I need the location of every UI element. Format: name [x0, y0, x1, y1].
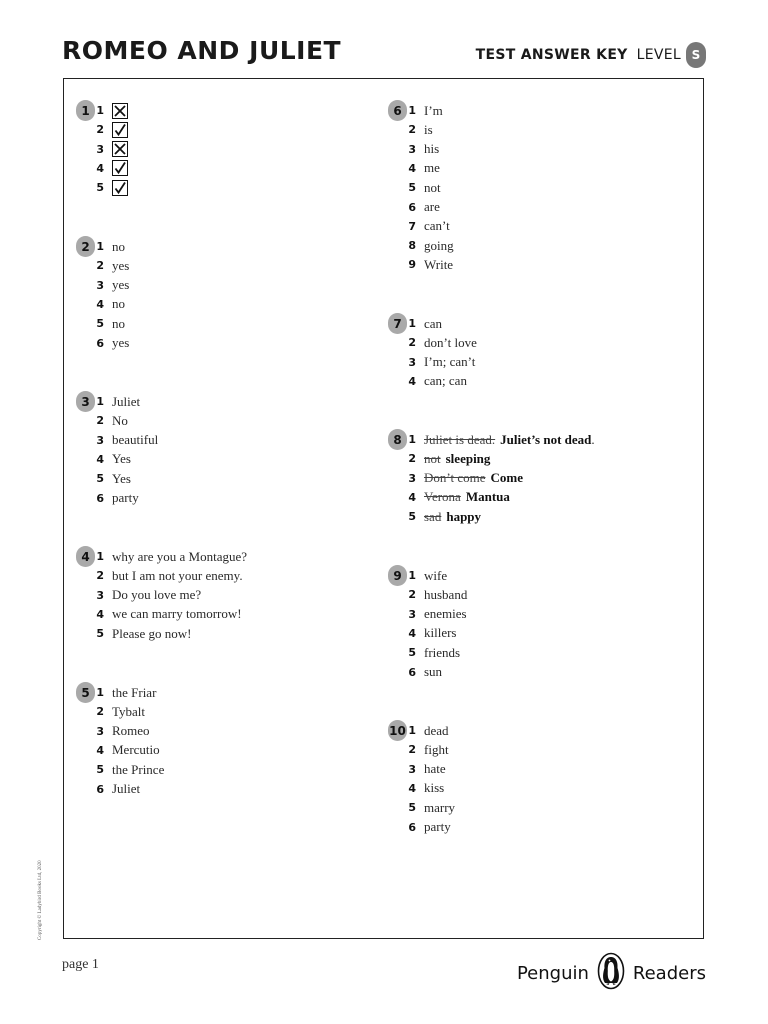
- answer-text: can’t: [424, 218, 450, 234]
- answer-number: 5: [96, 763, 104, 777]
- answer-row: [398, 333, 477, 352]
- answer-row: [398, 507, 481, 526]
- answer-number: 4: [408, 490, 416, 504]
- question-number-badge: 9: [388, 565, 407, 586]
- correction-text: sleeping: [445, 450, 491, 466]
- question-number-badge: 7: [388, 313, 407, 334]
- answer-text: marry: [424, 799, 456, 815]
- answer-row: [398, 101, 443, 120]
- answer-row: [86, 392, 140, 411]
- answer-number: 4: [96, 607, 104, 621]
- answer-number: 3: [408, 355, 416, 369]
- answer-text: is: [424, 121, 433, 137]
- question-number-badge: 5: [76, 682, 95, 703]
- answer-text: friends: [424, 644, 461, 660]
- struck-text: Juliet is dead.: [424, 431, 496, 447]
- answer-text: can: [424, 315, 443, 331]
- answer-number: 1: [96, 395, 104, 408]
- answer-text: Romeo: [112, 723, 150, 739]
- answer-text: husband: [424, 586, 468, 602]
- answer-row: [398, 818, 451, 837]
- answer-key-label: TEST ANSWER KEY: [475, 47, 628, 63]
- answer-number: 3: [96, 433, 104, 447]
- answer-number: 6: [96, 491, 104, 505]
- answer-number: 3: [408, 607, 416, 621]
- answer-number: 4: [408, 161, 416, 175]
- question-number-badge: 1: [76, 100, 95, 121]
- answer-number: 3: [408, 142, 416, 156]
- answer-row: [398, 314, 442, 333]
- answer-row: [86, 120, 128, 139]
- answer-text: party: [112, 490, 139, 505]
- answer-text: Yes: [112, 451, 131, 467]
- answer-text: Tybalt: [112, 703, 146, 719]
- answer-row: [398, 643, 460, 662]
- answer-row: [86, 334, 129, 353]
- answer-text: kiss: [424, 780, 445, 796]
- answer-number: 3: [96, 588, 104, 602]
- answer-frame: [63, 78, 704, 939]
- answer-text: No: [112, 412, 128, 428]
- answer-number: 5: [408, 510, 416, 524]
- answer-row: [86, 702, 145, 721]
- answer-row: [86, 547, 247, 566]
- answer-number: 2: [408, 452, 416, 466]
- answer-number: 1: [408, 433, 416, 446]
- answer-text: fight: [424, 741, 449, 757]
- checkmark-icon: [112, 180, 128, 196]
- answer-number: 6: [408, 665, 416, 679]
- answer-text: Juliet: [112, 781, 141, 796]
- answer-text: I’m: [424, 102, 443, 118]
- answer-row: [398, 740, 449, 759]
- copyright-notice: Copyright © Ladybird Books Ltd, 2020: [38, 860, 43, 940]
- answer-number: 1: [96, 550, 104, 563]
- answer-row: [86, 159, 128, 178]
- answer-row: [86, 469, 131, 488]
- answer-row: [398, 488, 510, 507]
- answer-row: [86, 295, 125, 314]
- answer-number: 8: [408, 239, 416, 253]
- answer-number: 3: [408, 471, 416, 485]
- answer-row: [86, 276, 129, 295]
- answer-text: not: [424, 179, 441, 195]
- answer-row: [86, 431, 158, 450]
- corrected-answer: [424, 470, 523, 486]
- answer-number: 4: [408, 374, 416, 388]
- answer-text: his: [424, 141, 440, 157]
- answer-row: [398, 198, 440, 217]
- answer-text: Yes: [112, 470, 131, 486]
- question-number-badge: 6: [388, 100, 407, 121]
- answer-row: [86, 605, 242, 624]
- answer-row: [398, 798, 455, 817]
- answer-text: no: [112, 238, 125, 254]
- answer-row: [86, 722, 150, 741]
- answer-text: Write: [424, 256, 454, 272]
- answer-text: wife: [424, 567, 448, 583]
- answer-row: [398, 372, 467, 391]
- answer-row: [86, 140, 128, 159]
- answer-text: yes: [112, 335, 130, 350]
- answer-row: [398, 255, 453, 274]
- struck-text: sad: [424, 508, 442, 524]
- answer-number: 1: [408, 317, 416, 330]
- answer-number: 4: [96, 161, 104, 175]
- answer-text: Mercutio: [112, 742, 160, 758]
- answer-text: party: [424, 819, 451, 834]
- answer-key-header: [476, 42, 706, 68]
- answer-text: no: [112, 296, 125, 312]
- answer-text: Please go now!: [112, 625, 192, 641]
- penguin-icon: [597, 952, 625, 995]
- answer-number: 2: [96, 414, 104, 428]
- answer-text: enemies: [424, 606, 467, 622]
- answer-row: [398, 469, 523, 488]
- correction-text: Come: [490, 470, 523, 486]
- answer-row: [398, 449, 490, 468]
- answer-text: can; can: [424, 373, 467, 389]
- level-label: LEVEL: [636, 47, 681, 63]
- answer-row: [86, 489, 139, 508]
- publisher-brand: [517, 952, 706, 995]
- answer-number: 1: [96, 240, 104, 253]
- correction-text: happy: [446, 508, 482, 524]
- question-number-badge: 3: [76, 391, 95, 412]
- struck-text: Don’t come: [424, 470, 486, 486]
- corrected-answer: [424, 509, 481, 525]
- corrected-answer: [424, 432, 595, 448]
- question-number-badge: 10: [388, 720, 407, 741]
- answer-number: 1: [408, 569, 416, 582]
- answer-row: [86, 566, 243, 585]
- answer-number: 3: [96, 142, 104, 156]
- answer-text: don’t love: [424, 334, 477, 350]
- answer-row: [86, 237, 125, 256]
- answer-text: yes: [112, 257, 130, 273]
- answer-text: no: [112, 315, 125, 331]
- answer-number: 2: [96, 705, 104, 719]
- document-title: ROMEO AND JULIET: [62, 36, 342, 65]
- answer-row: [398, 159, 440, 178]
- answer-text: yes: [112, 277, 130, 293]
- answer-number: 5: [408, 181, 416, 195]
- question-number-badge: 8: [388, 429, 407, 450]
- answer-text: why are you a Montague?: [112, 548, 248, 564]
- answer-number: 1: [408, 724, 416, 737]
- answer-row: [86, 741, 160, 760]
- corrected-answer: [424, 451, 490, 467]
- answer-number: 6: [96, 336, 104, 350]
- correction-suffix: .: [591, 431, 595, 447]
- answer-row: [86, 683, 156, 702]
- answer-number: 4: [96, 452, 104, 466]
- answer-row: [398, 624, 457, 643]
- answer-number: 2: [408, 588, 416, 602]
- answer-number: 1: [96, 104, 104, 117]
- answer-number: 1: [408, 104, 416, 117]
- brand-penguin: Penguin: [516, 963, 589, 984]
- answer-number: 5: [96, 317, 104, 331]
- answer-number: 5: [408, 801, 416, 815]
- answer-row: [398, 779, 444, 798]
- answer-row: [398, 430, 595, 449]
- checkmark-icon: [112, 122, 128, 138]
- answer-row: [398, 236, 454, 255]
- answer-row: [398, 217, 450, 236]
- answer-number: 6: [96, 782, 104, 796]
- answer-number: 2: [408, 743, 416, 757]
- answer-number: 5: [408, 646, 416, 660]
- question-number-badge: 4: [76, 546, 95, 567]
- answer-text: we can marry tomorrow!: [112, 606, 242, 622]
- answer-text: sun: [424, 664, 443, 679]
- answer-row: [86, 760, 164, 779]
- answer-row: [86, 450, 131, 469]
- answer-number: 3: [96, 724, 104, 738]
- answer-row: [398, 353, 475, 372]
- answer-number: 2: [408, 123, 416, 137]
- cross-icon: [112, 103, 128, 119]
- struck-text: not: [424, 450, 441, 466]
- answer-text: but I am not your enemy.: [112, 567, 243, 583]
- answer-number: 3: [408, 762, 416, 776]
- correction-text: Juliet’s not dead: [500, 431, 592, 447]
- answer-text: Do you love me?: [112, 587, 202, 603]
- answer-row: [398, 585, 467, 604]
- answer-number: 6: [408, 820, 416, 834]
- answer-row: [398, 760, 446, 779]
- answer-number: 5: [96, 181, 104, 195]
- answer-row: [86, 586, 201, 605]
- answer-row: [86, 178, 128, 197]
- level-badge: S: [686, 42, 706, 68]
- answer-row: [398, 605, 467, 624]
- corrected-answer: [424, 489, 510, 505]
- answer-text: killers: [424, 625, 457, 641]
- answer-number: 2: [96, 259, 104, 273]
- answer-text: going: [424, 237, 454, 253]
- answer-number: 2: [408, 336, 416, 350]
- answer-row: [86, 256, 129, 275]
- answer-text: hate: [424, 761, 446, 777]
- answer-number: 4: [96, 297, 104, 311]
- answer-row: [86, 624, 191, 643]
- answer-row: [398, 566, 447, 585]
- answer-row: [86, 101, 128, 120]
- answer-number: 4: [96, 743, 104, 757]
- struck-text: Verona: [424, 489, 461, 505]
- answer-number: 9: [408, 258, 416, 272]
- answer-number: 2: [96, 569, 104, 583]
- question-number-badge: 2: [76, 236, 95, 257]
- answer-number: 6: [408, 200, 416, 214]
- brand-readers: Readers: [632, 963, 706, 984]
- answer-number: 5: [96, 472, 104, 486]
- answer-row: [398, 178, 441, 197]
- answer-number: 1: [96, 686, 104, 699]
- answer-row: [86, 314, 125, 333]
- answer-number: 7: [408, 219, 416, 233]
- cross-icon: [112, 141, 128, 157]
- answer-row: [398, 721, 449, 740]
- answer-text: are: [424, 199, 440, 214]
- answer-text: Juliet: [112, 393, 141, 409]
- answer-number: 4: [408, 781, 416, 795]
- checkmark-icon: [112, 160, 128, 176]
- answer-text: beautiful: [112, 432, 159, 448]
- page-number: page 1: [62, 957, 99, 972]
- answer-text: I’m; can’t: [424, 354, 476, 370]
- answer-text: me: [424, 160, 440, 176]
- answer-number: 2: [96, 123, 104, 137]
- answer-text: the Friar: [112, 684, 157, 700]
- answer-row: [398, 140, 439, 159]
- answer-row: [398, 663, 442, 682]
- correction-text: Mantua: [465, 489, 510, 505]
- answer-row: [398, 120, 433, 139]
- answer-row: [86, 780, 140, 799]
- answer-number: 5: [96, 627, 104, 641]
- answer-number: 3: [96, 278, 104, 292]
- answer-row: [86, 411, 128, 430]
- answer-number: 4: [408, 626, 416, 640]
- answer-text: the Prince: [112, 761, 165, 777]
- answer-text: dead: [424, 722, 449, 738]
